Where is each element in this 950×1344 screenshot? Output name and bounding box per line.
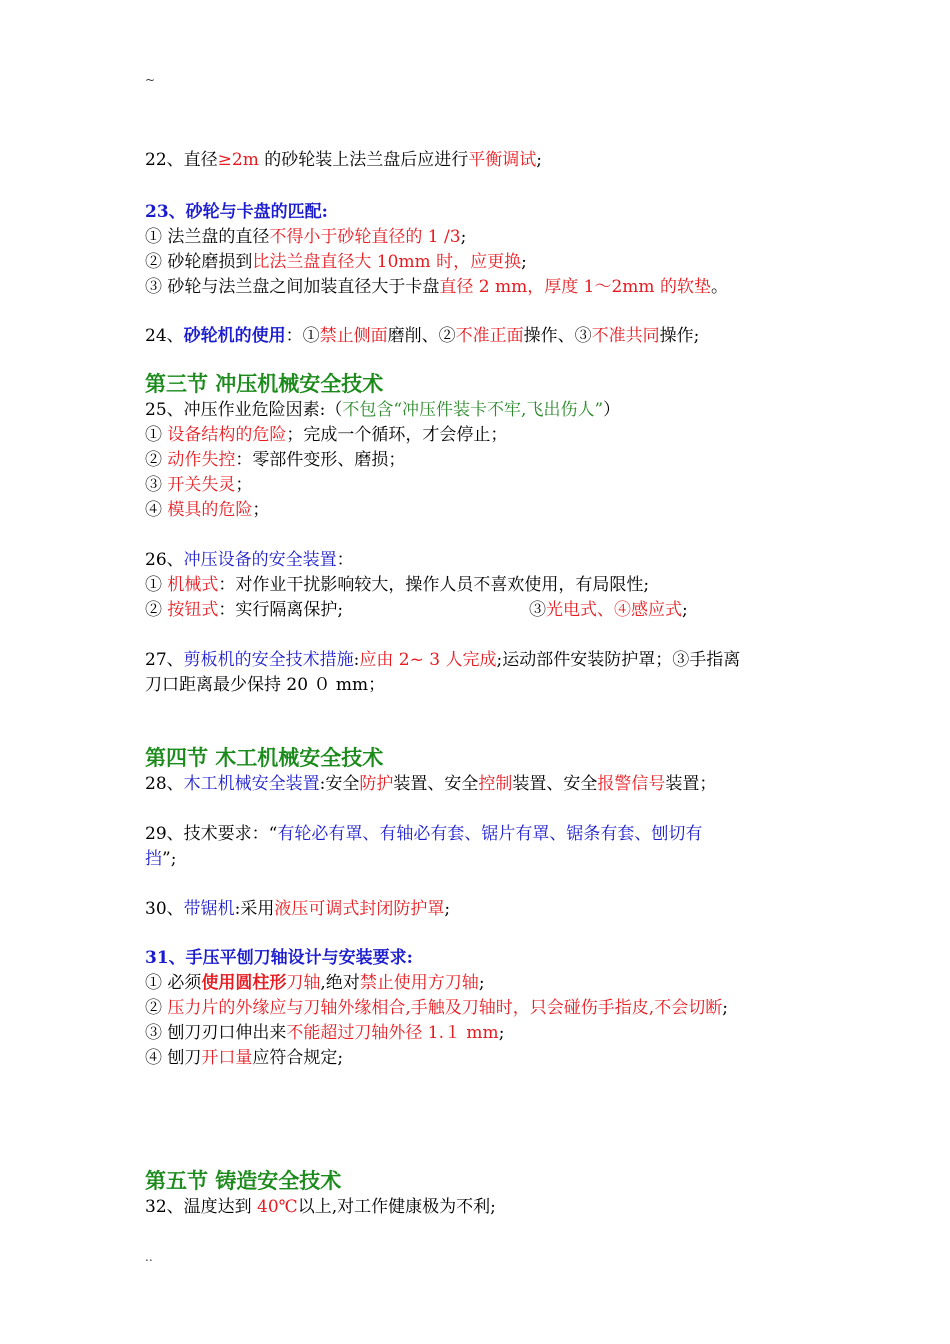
term: 剪板机的安全技术措施 xyxy=(183,650,354,670)
highlight: 禁止使用方刀轴 xyxy=(359,973,479,993)
text: ：对作业干扰影响较大，操作人员不喜欢使用，有局限性; xyxy=(218,575,650,595)
item-31-title: 31、手压平刨刀轴设计与安装要求: xyxy=(145,948,413,968)
section-5-heading: 第五节 铸造安全技术 xyxy=(145,1168,342,1193)
highlight: 禁止侧面 xyxy=(319,326,388,346)
item-22 xyxy=(145,148,542,172)
term: 带锯机 xyxy=(183,899,235,919)
highlight: 设备结构的危险 xyxy=(167,425,287,445)
text: ; xyxy=(498,1023,505,1043)
highlight: 开关失灵 xyxy=(167,475,236,495)
text: ② xyxy=(145,600,168,620)
text: ② xyxy=(145,450,168,470)
text: ； xyxy=(235,475,253,495)
highlight: 机械式 xyxy=(167,575,219,595)
item-24 xyxy=(145,324,699,348)
term: 木工机械安全装置 xyxy=(183,774,320,794)
text: ： xyxy=(336,550,354,570)
highlight: 不得小于砂轮直径的 1 /3 xyxy=(269,227,461,247)
text: 29、技术要求：“ xyxy=(145,824,278,844)
text: 32、温度达到 xyxy=(145,1197,258,1217)
section-4-heading: 第四节 木工机械安全技术 xyxy=(145,745,384,770)
text: 装置； xyxy=(665,774,717,794)
text: :安全 xyxy=(319,774,360,794)
text: ; xyxy=(478,973,485,993)
highlight: 控制 xyxy=(478,774,513,794)
text: 操作、③ xyxy=(523,326,592,346)
highlight: 模具的危险 xyxy=(167,500,253,520)
item-23-line-3 xyxy=(145,275,728,299)
highlight: 平衡调试 xyxy=(468,150,537,170)
item-31-line-1 xyxy=(145,971,485,995)
item-26-line-2 xyxy=(145,598,343,622)
text: ,绝对 xyxy=(320,973,360,993)
text: 的砂轮装上法兰盘后应进行 xyxy=(258,150,469,170)
item-31-line-2 xyxy=(145,996,728,1020)
text: 30、 xyxy=(145,899,184,919)
text: ：实行隔离保护; xyxy=(218,600,344,620)
item-31-line-4 xyxy=(145,1046,343,1070)
highlight: 比法兰盘直径大 10mm 时，应更换 xyxy=(252,252,522,272)
text: 25、冲压作业危险因素:（ xyxy=(145,400,343,420)
text: ① xyxy=(145,575,168,595)
text: ; xyxy=(536,150,542,170)
text: ； xyxy=(252,500,270,520)
highlight: 报警信号 xyxy=(597,774,666,794)
text: ③ 刨刀刃口伸出来 xyxy=(145,1023,287,1043)
text: ③ xyxy=(529,600,546,620)
highlight: 不准共同 xyxy=(591,326,660,346)
item-25-line-2 xyxy=(145,448,405,472)
text: ; xyxy=(460,227,467,247)
term: 有轮必有罩、有轴必有套、锯片有罩、锯条有套、刨切有 xyxy=(277,824,703,844)
highlight: 按钮式 xyxy=(167,600,219,620)
highlight: ≥2m xyxy=(217,150,259,170)
text: ：零部件变形、磨损； xyxy=(235,450,406,470)
text: ① 法兰盘的直径 xyxy=(145,227,270,247)
highlight: 刀轴 xyxy=(286,973,321,993)
item-25-line-3 xyxy=(145,473,252,497)
highlight: 压力片的外缘应与刀轴外缘相合,手触及刀轴时，只会碰伤手指皮,不会切断 xyxy=(167,998,723,1018)
item-29 xyxy=(145,822,702,846)
highlight: 感应式 xyxy=(631,600,682,620)
text: 磨削、② xyxy=(387,326,456,346)
highlight: 开口量 xyxy=(201,1048,253,1068)
text: 24、 xyxy=(145,326,184,346)
highlight: 光电式 xyxy=(546,600,597,620)
item-25 xyxy=(145,398,620,422)
text: ;运动部件安装防护罩；③手指离 xyxy=(496,650,741,670)
text: ④ xyxy=(145,500,168,520)
text: 26、 xyxy=(145,550,184,570)
highlight: 液压可调式封闭防护罩 xyxy=(274,899,445,919)
text: ） xyxy=(603,400,621,420)
item-29-line-2 xyxy=(145,847,176,871)
text: 27、 xyxy=(145,650,184,670)
text: ① xyxy=(145,425,168,445)
text: ；完成一个循环，才会停止； xyxy=(286,425,508,445)
highlight: 、④ xyxy=(597,600,631,620)
highlight: 直径 2 mm，厚度 1～2mm 的软垫 xyxy=(439,277,711,297)
highlight: 动作失控 xyxy=(167,450,236,470)
text: ③ xyxy=(145,475,168,495)
highlight: 防护 xyxy=(359,774,394,794)
text: 22、直径 xyxy=(145,150,218,170)
item-23-title: 23、砂轮与卡盘的匹配: xyxy=(145,202,328,222)
item-23-line-2 xyxy=(145,250,527,274)
text: ; xyxy=(444,899,451,919)
item-23-line-1 xyxy=(145,225,466,249)
item-28 xyxy=(145,772,716,796)
text: : xyxy=(353,650,360,670)
item-26-line-2-right xyxy=(529,598,688,622)
highlight: 应由 2~ 3 人完成 xyxy=(359,650,497,670)
highlight: 40℃ xyxy=(257,1197,298,1217)
text: 28、 xyxy=(145,774,184,794)
text: ④ 刨刀 xyxy=(145,1048,202,1068)
text: ② 砂轮磨损到 xyxy=(145,252,253,272)
term: 冲压设备的安全装置 xyxy=(183,550,337,570)
text: ① 必须 xyxy=(145,973,202,993)
text: ：① xyxy=(285,326,320,346)
item-26 xyxy=(145,548,354,572)
text: ③ 砂轮与法兰盘之间加装直径大于卡盘 xyxy=(145,277,440,297)
item-27-line-2: 刀口距离最少保持 20 ０ mm； xyxy=(145,675,386,695)
text: :采用 xyxy=(234,899,275,919)
text: 应符合规定; xyxy=(252,1048,344,1068)
highlight: 使用圆柱形 xyxy=(201,973,287,993)
item-26-line-1 xyxy=(145,573,649,597)
highlight: 不准正面 xyxy=(455,326,524,346)
text: ; xyxy=(682,600,688,620)
text: 操作; xyxy=(659,326,700,346)
text: 装置、安全 xyxy=(393,774,479,794)
highlight: 不能超过刀轴外径 1.１ mm xyxy=(286,1023,499,1043)
header-mark: ~ xyxy=(145,73,156,87)
text: 以上,对工作健康极为不利; xyxy=(297,1197,496,1217)
footer-mark: .. xyxy=(145,1250,153,1264)
item-30 xyxy=(145,897,450,921)
term: 砂轮机的使用 xyxy=(183,326,286,346)
term: 挡 xyxy=(145,849,162,869)
text: ; xyxy=(521,252,527,272)
text: 。 xyxy=(710,277,728,297)
text: ”; xyxy=(162,849,177,869)
item-25-line-1 xyxy=(145,423,507,447)
item-31-line-3 xyxy=(145,1021,504,1045)
text: ② xyxy=(145,998,168,1018)
note: 不包含“冲压件装卡不牢,飞出伤人” xyxy=(342,400,604,420)
text: ; xyxy=(722,998,728,1018)
item-27 xyxy=(145,648,740,672)
section-3-heading: 第三节 冲压机械安全技术 xyxy=(145,371,384,396)
text: 装置、安全 xyxy=(512,774,598,794)
item-32 xyxy=(145,1195,496,1219)
item-25-line-4 xyxy=(145,498,269,522)
